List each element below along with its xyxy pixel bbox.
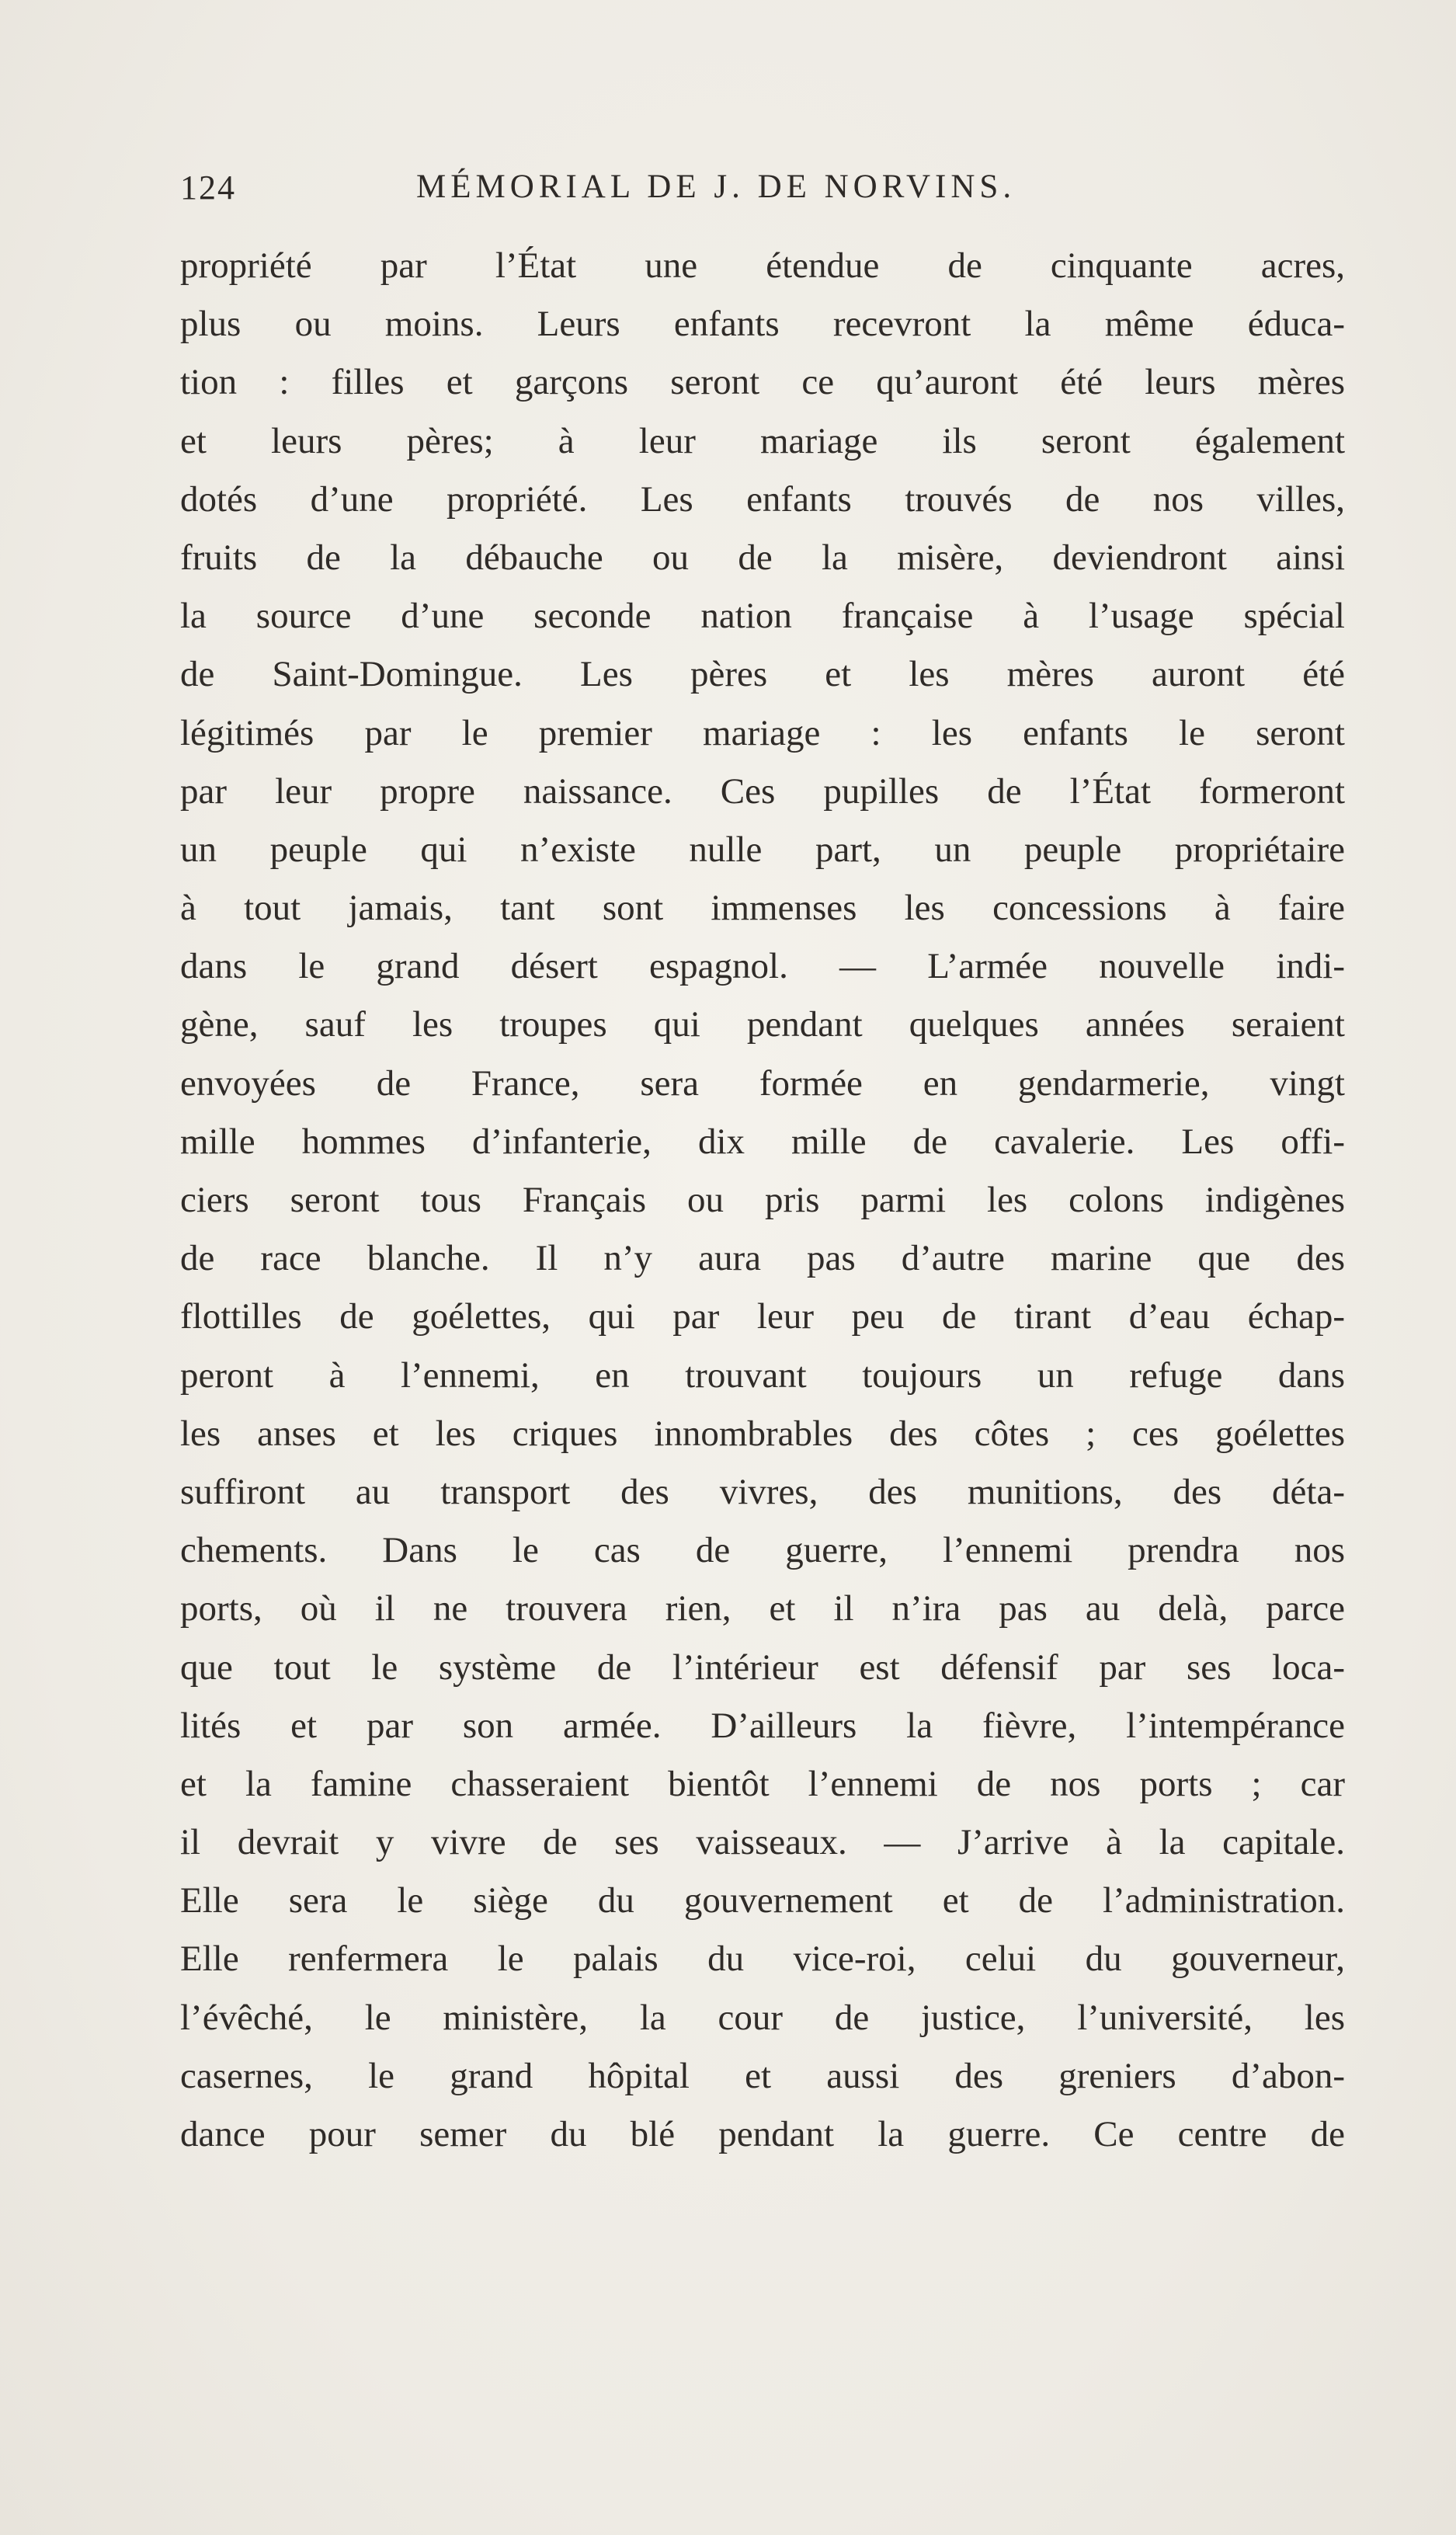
text-line: par leur propre naissance. Ces pupilles de l’État formeront bbox=[180, 770, 1345, 812]
text-line: ciers seront tous Français ou pris parmi les colons indigènes bbox=[180, 1180, 1345, 1220]
text-line: la source d’une seconde nation française à l’usage spécial bbox=[180, 596, 1345, 637]
text-line: l’évêché, le ministère, la cour de justice, l’université, les bbox=[180, 1997, 1345, 2038]
text-line: propriété par l’État une étendue de cinquante acres, bbox=[180, 245, 1345, 286]
text-line: de Saint-Domingue. Les pères et les mères auront été bbox=[180, 654, 1345, 695]
text-line: flottilles de goélettes, qui par leur peu de tirant d’eau échap- bbox=[180, 1296, 1345, 1337]
text-line: un peuple qui n’existe nulle part, un peuple propriétaire bbox=[180, 829, 1345, 870]
text-line: plus ou moins. Leurs enfants recevront la même éduca- bbox=[180, 304, 1345, 345]
text-line: fruits de la débauche ou de la misère, deviendront ainsi bbox=[180, 537, 1345, 578]
text-line: de race blanche. Il n’y aura pas d’autre marine que des bbox=[180, 1238, 1345, 1279]
text-line: et la famine chasseraient bientôt l’ennemi de nos ports ; car bbox=[180, 1763, 1345, 1804]
text-line: que tout le système de l’intérieur est défensif par ses loca- bbox=[180, 1647, 1345, 1688]
text-line: Elle renfermera le palais du vice-roi, celui du gouverneur, bbox=[180, 1939, 1345, 1980]
text-line: et leurs pères; à leur mariage ils seront également bbox=[180, 420, 1345, 461]
text-line: les anses et les criques innombrables des côtes ; ces goélettes bbox=[180, 1413, 1345, 1454]
text-line: Elle sera le siège du gouvernement et de l’administration. bbox=[180, 1880, 1345, 1921]
text-line: chements. Dans le cas de guerre, l’ennemi prendra nos bbox=[180, 1530, 1345, 1571]
running-title: MÉMORIAL DE J. DE NORVINS. bbox=[416, 169, 1016, 205]
text-line: dans le grand désert espagnol. — L’armée nouvelle indi- bbox=[180, 946, 1345, 987]
text-line: lités et par son armée. D’ailleurs la fièvre, l’intempérance bbox=[180, 1705, 1345, 1746]
text-line: suffiront au transport des vivres, des munitions, des déta- bbox=[180, 1471, 1345, 1512]
text-line: à tout jamais, tant sont immenses les concessions à faire bbox=[180, 888, 1345, 929]
text-line: gène, sauf les troupes qui pendant quelques années seraient bbox=[180, 1004, 1345, 1045]
text-line: envoyées de France, sera formée en gendarmerie, vingt bbox=[180, 1062, 1345, 1104]
text-line: légitimés par le premier mariage : les enfants le seront bbox=[180, 712, 1345, 753]
page-number: 124 bbox=[180, 169, 236, 207]
text-line: ports, où il ne trouvera rien, et il n’ira pas au delà, parce bbox=[180, 1588, 1345, 1629]
text-line: mille hommes d’infanterie, dix mille de cavalerie. Les offi- bbox=[180, 1121, 1345, 1162]
text-line: dotés d’une propriété. Les enfants trouvés de nos villes, bbox=[180, 478, 1345, 520]
text-line: casernes, le grand hôpital et aussi des greniers d’abon- bbox=[180, 2055, 1345, 2096]
page-header bbox=[180, 168, 1081, 214]
text-line: il devrait y vivre de ses vaisseaux. — J’arrive à la capitale. bbox=[180, 1822, 1345, 1863]
text-line: peront à l’ennemi, en trouvant toujours un refuge dans bbox=[180, 1354, 1345, 1396]
text-line: dance pour semer du blé pendant la guerre. Ce centre de bbox=[180, 2114, 1345, 2154]
body-text bbox=[180, 237, 1345, 2164]
text-line: tion : filles et garçons seront ce qu’auront été leurs mères bbox=[180, 362, 1345, 403]
